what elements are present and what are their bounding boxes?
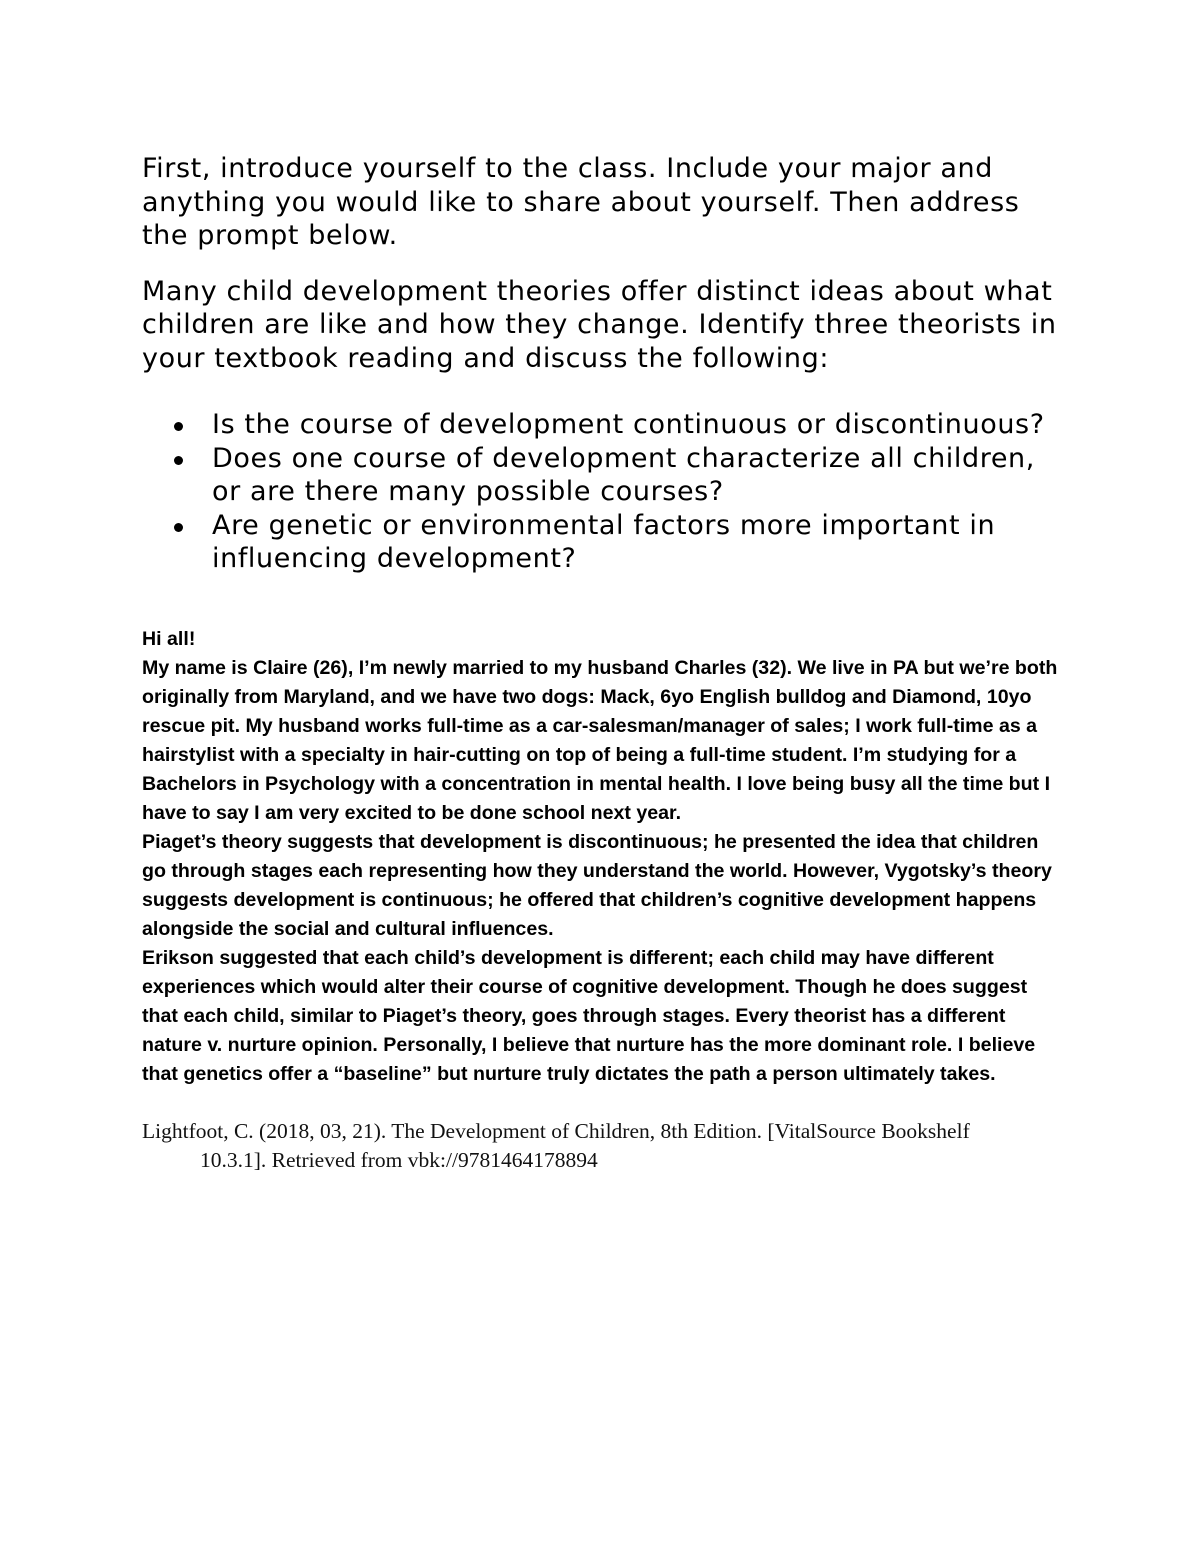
bullet-icon [174, 523, 183, 532]
list-item [212, 442, 1062, 509]
bullet-text: Are genetic or environmental factors more important in influencing development? [212, 509, 996, 574]
citation-line-1: Lightfoot, C. (2018, 03, 21). The Development of Children, 8th Edition. [VitalSource Bookshelf [142, 1119, 970, 1143]
list-item [212, 408, 1062, 442]
bullet-text: Does one course of development characterize all children, or are there many possible courses? [212, 442, 1035, 507]
response-continuity-paragraph: Piaget’s theory suggests that development is discontinuous; he presented the idea that children go through stages each representing how they understand the world. However, Vygotsky’s theory suggests development is continuous; he offered that children’s cognitive development happens alongside the social and cultural influences. [142, 831, 1052, 940]
citation-line-2: 10.3.1]. Retrieved from vbk://9781464178894 [200, 1148, 598, 1172]
reference-citation [142, 1117, 1072, 1175]
student-response [142, 625, 1067, 1089]
response-greeting: Hi all! [142, 628, 196, 650]
prompt-bullet-list [142, 408, 1062, 576]
bullet-icon [174, 422, 183, 431]
bullet-icon [174, 456, 183, 465]
response-pathways-paragraph: Erikson suggested that each child’s development is different; each child may have different experiences which would alter their course of cognitive development. Though he does suggest that each child, similar to Piaget’s theory, goes through stages. Every theorist has a different nature v. nurture opinion. Personally, I believe that nurture has the more dominant role. I believe that genetics offer a “baseline” but nurture truly dictates the path a person ultimately takes. [142, 947, 1036, 1085]
list-item [212, 509, 1062, 576]
response-introduction: My name is Claire (26), I’m newly married to my husband Charles (32). We live in PA but we’re both originally from Maryland, and we have two dogs: Mack, 6yo English bulldog and Diamond, 10yo rescue pit. My husband works full-time as a car-salesman/manager of sales; I work full-time as a hairstylist with a specialty in hair-cutting on top of being a full-time student. I’m studying for a Bachelors in Psychology with a concentration in mental health. I love being busy all the time but I have to say I am very excited to be done school next year. [142, 657, 1058, 824]
prompt-question: Many child development theories offer distinct ideas about what children are like and how they change. Identify three theorists in your textbook reading and discuss the following: [142, 275, 1057, 374]
bullet-text: Is the course of development continuous or discontinuous? [212, 409, 1045, 440]
assignment-prompt [142, 152, 1062, 576]
prompt-intro: First, introduce yourself to the class. Include your major and anything you would like to share about yourself. Then address the prompt below. [142, 153, 1020, 251]
